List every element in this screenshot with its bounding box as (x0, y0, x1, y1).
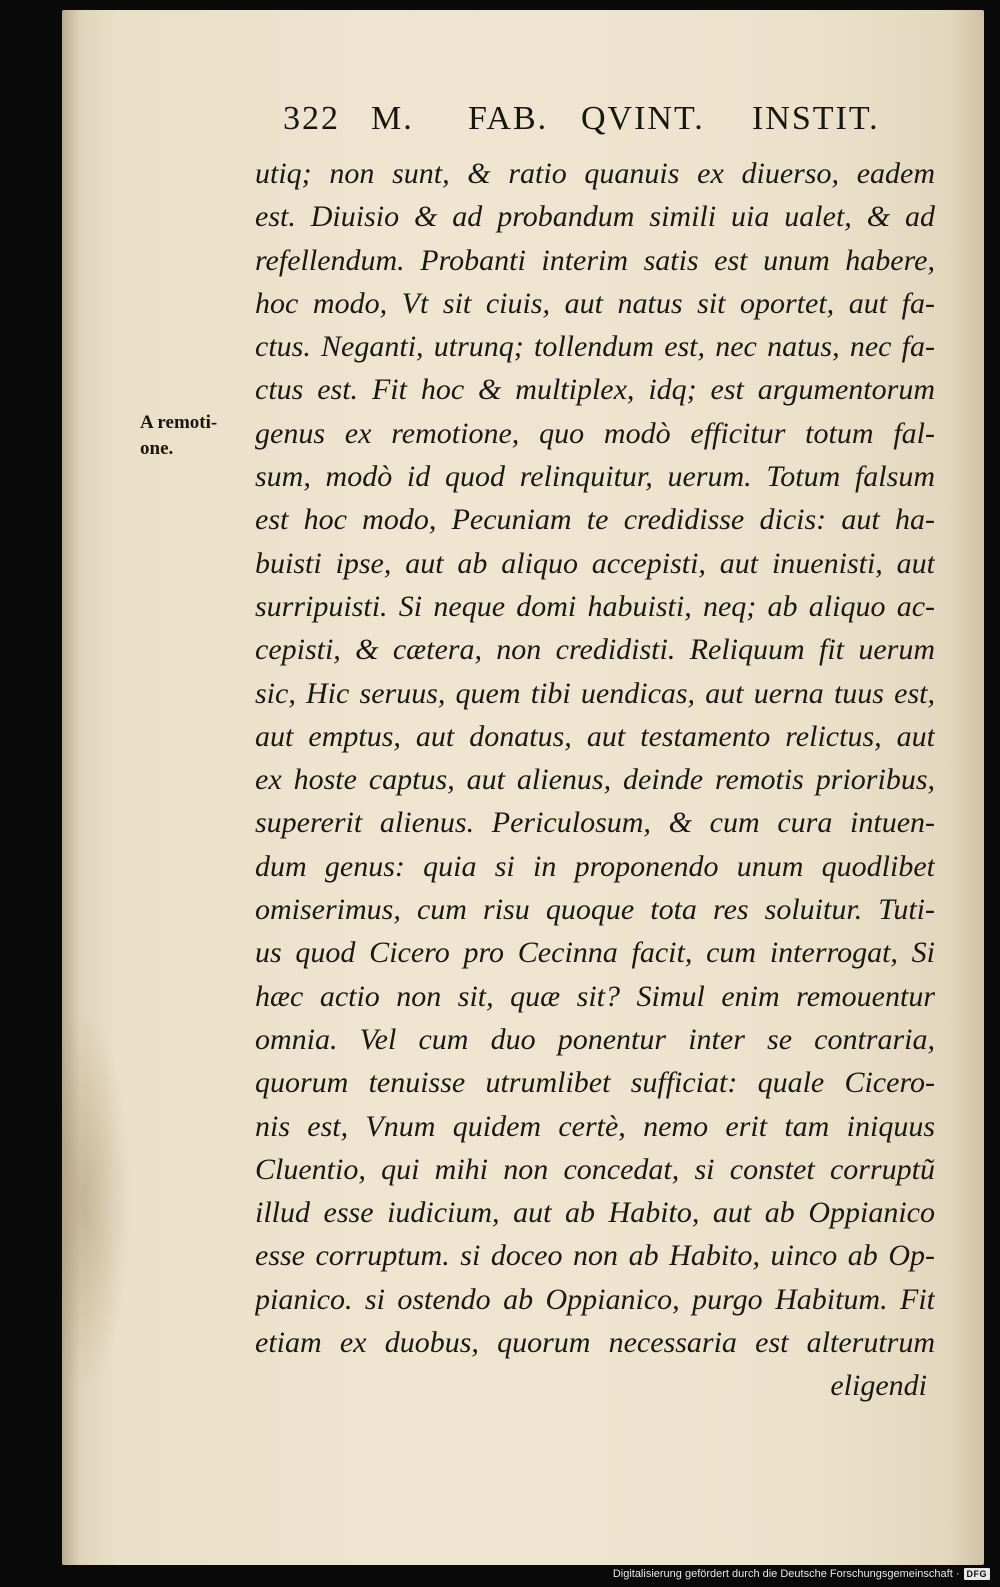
footer-credit-text: Digitalisierung gefördert durch die Deutsche Forschungsgemeinschaft · (612, 1568, 960, 1580)
text-line: genus ex remotione, quo modò efficitur totum fal- (255, 416, 935, 450)
dfg-logo: DFG (964, 1568, 991, 1580)
digitization-footer (613, 1567, 990, 1581)
text-line: ex hoste captus, aut alienus, deinde remotis prioribus, (255, 763, 935, 797)
text-line: esse corruptum. si doceo non ab Habito, uinco ab Op- (255, 1239, 935, 1273)
text-line: nis est, Vnum quidem certè, nemo erit tam iniquus (255, 1109, 935, 1143)
text-line: dum genus: quia si in proponendo unum quodlibet (255, 849, 935, 883)
margin-note-line: A remoti- (140, 412, 218, 433)
header-fab: FAB. (468, 100, 549, 137)
text-line: refellendum. Probanti interim satis est unum habere, (255, 243, 935, 277)
header-instit: INSTIT. (752, 100, 880, 137)
text-line: quorum tenuisse utrumlibet sufficiat: quale Cicero- (255, 1066, 935, 1100)
header-quint: QVINT. (581, 100, 705, 137)
text-line: pianico. si ostendo ab Oppianico, purgo Habitum. Fit (255, 1282, 935, 1316)
text-line: aut emptus, aut donatus, aut testamento relictus, aut (255, 719, 935, 753)
text-line: sum, modò id quod relinquitur, uerum. Totum falsum (255, 460, 935, 494)
text-line: omiserimus, cum risu quoque tota res soluitur. Tuti- (255, 893, 935, 927)
running-header (283, 100, 923, 146)
margin-note (140, 410, 255, 462)
text-line: illud esse iudicium, aut ab Habito, aut ab Oppianico (255, 1196, 935, 1230)
margin-note-line: one. (140, 438, 174, 459)
header-author-abbrev: M. (371, 100, 414, 137)
text-line: ctus est. Fit hoc & multiplex, idq; est argumentorum (255, 373, 935, 407)
text-line: buisti ipse, aut ab aliquo accepisti, aut inuenisti, aut (255, 546, 935, 580)
text-line: Cluentio, qui mihi non concedat, si constet corruptũ (255, 1152, 935, 1186)
catchword: eligendi (830, 1369, 927, 1403)
text-line: utiq; non sunt, & ratio quanuis ex diuerso, eadem (255, 157, 935, 190)
text-line: surripuisti. Si neque domi habuisti, neq; ab aliquo ac- (255, 589, 935, 623)
text-line: hæc actio non sit, quæ sit? Simul enim remouentur (255, 979, 935, 1013)
text-line: est. Diuisio & ad probandum simili uia ualet, & ad (255, 200, 935, 234)
text-line: hoc modo, Vt sit ciuis, aut natus sit oportet, aut fa- (255, 286, 935, 320)
page-stain (62, 1010, 132, 1390)
text-line: us quod Cicero pro Cecinna facit, cum interrogat, Si (255, 936, 935, 970)
text-line: ctus. Neganti, utrunq; tollendum est, nec natus, nec fa- (255, 330, 935, 364)
text-line: etiam ex duobus, quorum necessaria est alterutrum (255, 1326, 935, 1360)
text-line: est hoc modo, Pecuniam te credidisse dicis: aut ha- (255, 503, 935, 537)
text-line: omnia. Vel cum duo ponentur inter se contraria, (255, 1022, 935, 1056)
text-line: sic, Hic seruus, quem tibi uendicas, aut uerna tuus est, (255, 676, 935, 710)
text-line: cepisti, & cætera, non credidisti. Reliquum fit uerum (255, 633, 935, 667)
page-number: 322 (283, 100, 340, 137)
text-line: supererit alienus. Periculosum, & cum cura intuen- (255, 806, 935, 840)
body-text (255, 152, 935, 1408)
